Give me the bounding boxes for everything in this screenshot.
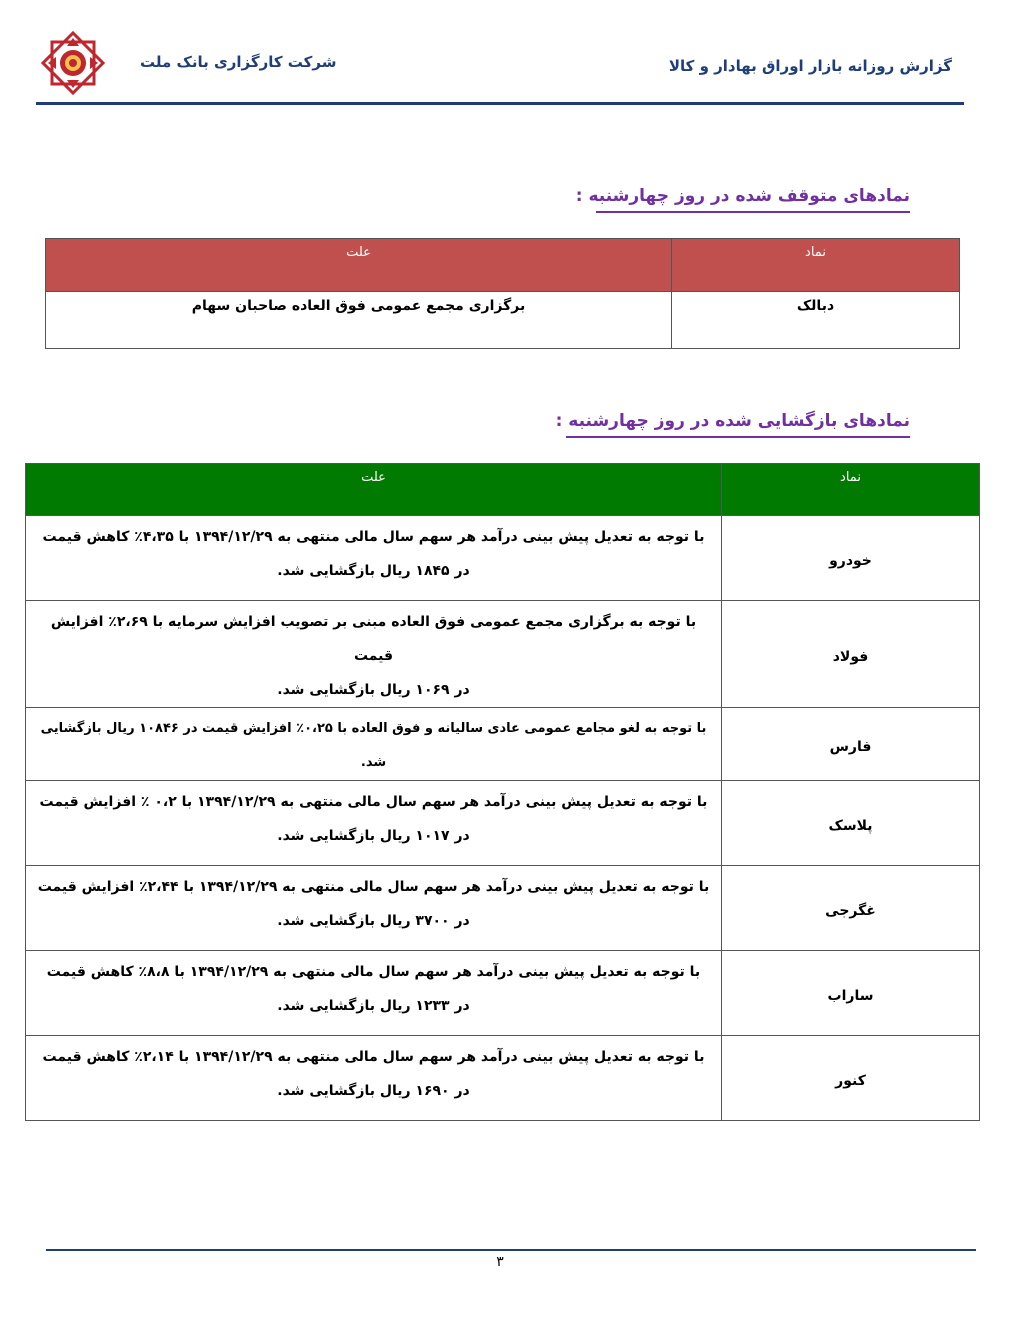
column-header-symbol: نماد [672,239,960,292]
reason-cell [26,951,722,1036]
table-row [26,708,980,781]
reason-line: با توجه به تعدیل پیش بینی درآمد هر سهم سال مالی منتهی به ۱۳۹۴/۱۲/۲۹ با ۴،۳۵٪ کاهش قیمت [42,529,705,545]
table-row [26,601,980,708]
reason-line: در ۱۸۴۵ ریال بازگشایی شد. [277,563,470,579]
reason-cell: برگزاری مجمع عمومی فوق العاده صاحبان سهام [46,292,672,349]
symbol-cell: ساراب [722,951,980,1036]
table-header-row [26,464,980,516]
reopened-symbols-table [25,463,980,1121]
reason-line: با توجه به تعدیل پیش بینی درآمد هر سهم سال مالی منتهی به ۱۳۹۴/۱۲/۲۹ با ۰،۲ ٪ افزایش قیمت [39,794,708,810]
header-divider [36,102,964,105]
report-title: گزارش روزانه بازار اوراق بهادار و کالا [668,57,952,75]
reopened-heading-underline [566,436,910,438]
table-header-row [46,239,960,292]
column-header-symbol: نماد [722,464,980,516]
symbol-cell: کنور [722,1036,980,1121]
page-number: ۳ [496,1254,504,1270]
reason-line: با توجه به برگزاری مجمع عمومی فوق العاده مبنی بر تصویب افزایش سرمایه با ۲،۶۹٪ افزایش قیمت [50,614,697,664]
reason-cell [26,708,722,781]
reason-line: با توجه به تعدیل پیش بینی درآمد هر سهم سال مالی منتهی به ۱۳۹۴/۱۲/۲۹ با ۸،۸٪ کاهش قیمت [46,964,701,980]
reason-line: با توجه به تعدیل پیش بینی درآمد هر سهم سال مالی منتهی به ۱۳۹۴/۱۲/۲۹ با ۲،۴۴٪ افزایش قیمت [37,879,710,895]
halted-symbols-heading: نمادهای متوقف شده در روز چهارشنبه : [575,186,910,206]
reason-line: در ۱۲۳۳ ریال بازگشایی شد. [277,998,470,1014]
bank-mellat-logo-icon [40,30,106,96]
halted-symbols-table [45,238,960,349]
symbol-cell: پلاسک [722,781,980,866]
symbol-cell: فارس [722,708,980,781]
footer-divider [46,1249,976,1251]
table-row [46,292,960,349]
symbol-cell: غگرجی [722,866,980,951]
table-row [26,866,980,951]
reason-cell [26,516,722,601]
column-header-reason: علت [26,464,722,516]
reason-cell [26,781,722,866]
reason-line: با توجه به تعدیل پیش بینی درآمد هر سهم سال مالی منتهی به ۱۳۹۴/۱۲/۲۹ با ۲،۱۴٪ کاهش قیمت [42,1049,705,1065]
reason-cell [26,866,722,951]
table-row [26,951,980,1036]
company-name: شرکت کارگزاری بانک ملت [140,53,337,71]
halted-heading-underline [596,211,910,213]
reason-line: در ۱۰۶۹ ریال بازگشایی شد. [277,682,470,698]
reason-line: در ۱۶۹۰ ریال بازگشایی شد. [277,1083,470,1099]
reason-cell [26,1036,722,1121]
column-header-reason: علت [46,239,672,292]
reason-line: با توجه به لغو مجامع عمومی عادی سالیانه و فوق العاده با ۰،۲۵٪ افزایش قیمت در ۱۰۸۴۶ ریال بازگشایی شد. [40,721,707,770]
table-row [26,1036,980,1121]
reason-line: در ۳۷۰۰ ریال بازگشایی شد. [277,913,470,929]
reopened-symbols-heading: نمادهای بازگشایی شده در روز چهارشنبه : [555,411,910,431]
symbol-cell: فولاد [722,601,980,708]
table-row [26,781,980,866]
symbol-cell: دبالک [672,292,960,349]
reason-cell [26,601,722,708]
reason-line: در ۱۰۱۷ ریال بازگشایی شد. [277,828,470,844]
table-row [26,516,980,601]
symbol-cell: خودرو [722,516,980,601]
